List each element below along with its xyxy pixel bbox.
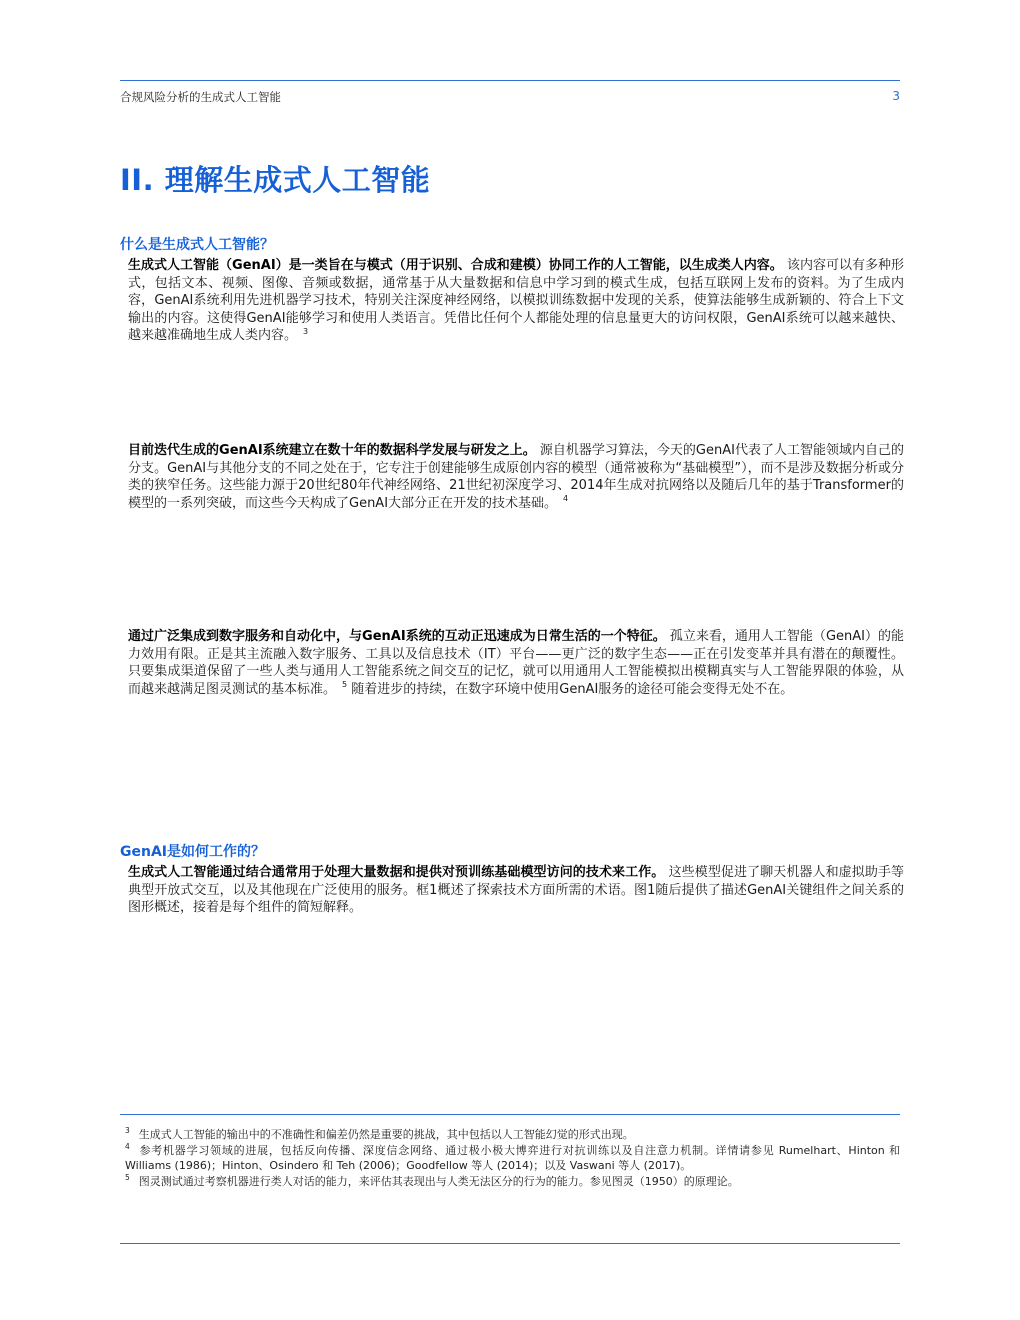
paragraph-lead: 通过广泛集成到数字服务和自动化中，与GenAI系统的互动正迅速成为日常生活的一个特征。 — [128, 629, 666, 644]
paragraph-lead: 生成式人工智能（GenAI）是一类旨在与模式（用于识别、合成和建模）协同工作的人工智能，以生成类人内容。 — [128, 258, 783, 273]
footnote-ref-3[interactable]: 3 — [303, 326, 309, 336]
footnote-text: 图灵测试通过考察机器进行类人对话的能力，来评估其表现出与人类无法区分的行为的能力。参见图灵（1950）的原理论。 — [138, 1174, 739, 1188]
footnote-5 — [125, 1174, 900, 1190]
footnote-4 — [125, 1143, 900, 1174]
paragraph-lead: 目前迭代生成的GenAI系统建立在数十年的数据科学发展与研发之上。 — [128, 443, 536, 458]
paragraph-body: 这些模型促进了聊天机器人和虚拟助手等典型开放式交互，以及其他现在广泛使用的服务。框1概述了探索技术方面所需的术语。图1随后提供了描述GenAI关键组件之间关系的图形概述，接着是每个组件的简短解释。 — [128, 865, 904, 915]
paragraph-lead: 生成式人工智能通过结合通常用于处理大量数据和提供对预训练基础模型访问的技术来工作。 — [128, 865, 665, 880]
footnote-number: 5 — [125, 1172, 130, 1182]
footnote-ref-4[interactable]: 4 — [563, 494, 569, 504]
footer-rule — [120, 1243, 900, 1244]
section-title: II. 理解生成式人工智能 — [120, 163, 431, 197]
paragraph-genai-integration — [128, 628, 904, 698]
page-number: 3 — [892, 89, 900, 103]
footnote-text: 生成式人工智能的输出中的不准确性和偏差仍然是重要的挑战，其中包括以人工智能幻觉的形式出现。 — [138, 1128, 634, 1141]
subsection-heading-how-genai-works: GenAI是如何工作的？ — [120, 844, 265, 860]
footnotes — [125, 1127, 900, 1189]
paragraph-genai-history — [128, 442, 904, 512]
footnote-number: 4 — [125, 1141, 130, 1151]
paragraph-body-tail: 随着进步的持续，在数字环境中使用GenAI服务的途径可能会变得无处不在。 — [347, 681, 794, 697]
footnote-ref-5[interactable]: 5 — [342, 680, 348, 690]
footnote-rule — [120, 1114, 900, 1115]
running-header-title: 合规风险分析的生成式人工智能 — [120, 90, 281, 104]
paragraph-genai-how-it-works — [128, 864, 904, 917]
paragraph-genai-definition — [128, 257, 904, 345]
paragraph-body: 源自机器学习算法，今天的GenAI代表了人工智能领域内自己的分支。GenAI与其他分支的不同之处在于，它专注于创建能够生成原创内容的模型（通常被称为“基础模型”），而不是涉及数据分析或分类的狭窄任务。这些能力源于20世纪80年代神经网络、21世纪初深度学习、2014年生成对抗网络以及随后几年的基于Transformer的模型的一系列突破，而这些今天构成了GenAI大部分正在开发的技术基础。 — [128, 443, 905, 511]
paragraph-body: 孤立来看，通用人工智能（GenAI）的能力效用有限。正是其主流融入数字服务、工具以及信息技术（IT）平台——更广泛的数字生态——正在引发变革并具有潜在的颠覆性。只要集成渠道保留了一些人类与通用人工智能系统之间交互的记忆，就可以用通用人工智能模拟出模糊真实与人工智能界限的体验，从而越来越满足图灵测试的基本标准。 — [128, 629, 904, 697]
paragraph-body: 该内容可以有多种形式，包括文本、视频、图像、音频或数据，通常基于从大量数据和信息中学习到的模式生成，包括互联网上发布的资料。为了生成内容，GenAI系统利用先进机器学习技术，特别关注深度神经网络，以模拟训练数据中发现的关系，使算法能够生成新颖的、符合上下文输出的内容。这使得GenAI能够学习和使用人类语言。凭借比任何个人都能处理的信息量更大的访问权限，GenAI系统可以越来越快、越来越准确地生成人类内容。 — [128, 258, 904, 343]
footnote-number: 3 — [125, 1126, 130, 1136]
footnote-3 — [125, 1127, 900, 1143]
subsection-heading-what-is-genai: 什么是生成式人工智能？ — [120, 237, 274, 253]
footnote-text: 参考机器学习领域的进展，包括反向传播、深度信念网络、通过极小极大博弈进行对抗训练以及自注意力机制。详情请参见 Rumelhart、Hinton 和 Williams (1986)；Hinton、Osindero 和 Teh (2006)；Goodfellow 等人 (2014)；以及 Vaswani 等人 (2017)。 — [125, 1143, 900, 1172]
header-rule — [120, 80, 900, 81]
